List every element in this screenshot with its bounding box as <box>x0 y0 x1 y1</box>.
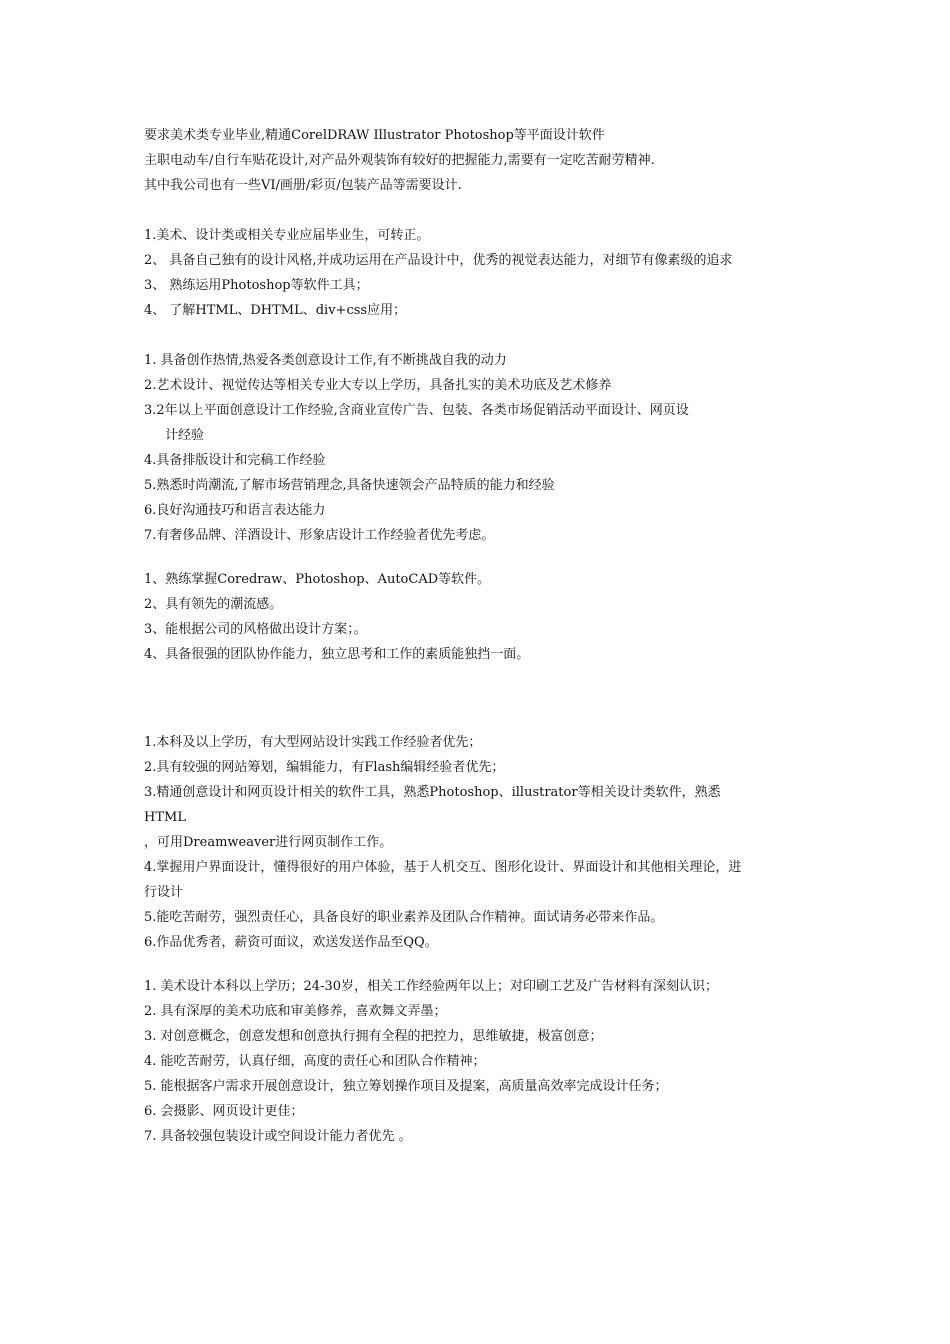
requirement-line: 5.能吃苦耐劳，强烈责任心，具备良好的职业素养及团队合作精神。面试请务必带来作品。 <box>144 910 664 925</box>
requirement-line: 3. 对创意概念，创意发想和创意执行拥有全程的把控力，思维敏捷，极富创意； <box>144 1029 603 1044</box>
requirement-line: 4、具备很强的团队协作能力，独立思考和工作的素质能独挡一面。 <box>144 647 530 662</box>
requirement-line: 4.掌握用户界面设计，懂得很好的用户体验，基于人机交互、图形化设计、界面设计和其他相关理论，进 <box>144 860 742 875</box>
requirement-line-continued: 计经验 <box>165 428 205 443</box>
requirement-line: 1.美术、设计类或相关专业应届毕业生，可转正。 <box>144 228 430 243</box>
requirement-line: 5.熟悉时尚潮流,了解市场营销理念,具备快速领会产品特质的能力和经验 <box>144 478 555 493</box>
requirement-line: 2.具有较强的网站筹划，编辑能力，有Flash编辑经验者优先； <box>144 760 505 775</box>
requirement-line: 3、能根据公司的风格做出设计方案；。 <box>144 622 367 637</box>
requirement-line: 5. 能根据客户需求开展创意设计，独立筹划操作项目及提案，高质量高效率完成设计任务； <box>144 1079 668 1094</box>
requirement-line: 3.2年以上平面创意设计工作经验,含商业宣传广告、包装、各类市场促销活动平面设计、网页设 <box>144 403 689 418</box>
requirement-line: 1. 具备创作热情,热爱各类创意设计工作,有不断挑战自我的动力 <box>144 353 507 368</box>
intro-line: 主职电动车/自行车贴花设计,对产品外观装饰有较好的把握能力,需要有一定吃苦耐劳精神. <box>144 153 655 168</box>
requirement-line: 4. 能吃苦耐劳，认真仔细，高度的责任心和团队合作精神； <box>144 1054 486 1069</box>
intro-line: 其中我公司也有一些VI/画册/彩页/包装产品等需要设计. <box>144 178 462 193</box>
requirement-line: 7.有奢侈品牌、洋酒设计、形象店设计工作经验者优先考虑。 <box>144 528 495 543</box>
requirement-line: 1、熟练掌握Coredraw、Photoshop、AutoCAD等软件。 <box>144 572 491 587</box>
requirement-line: 2.艺术设计、视觉传达等相关专业大专以上学历，具备扎实的美术功底及艺术修养 <box>144 378 612 393</box>
requirement-line: 6. 会摄影、网页设计更佳； <box>144 1104 304 1119</box>
requirement-line: 2、 具备自己独有的设计风格,并成功运用在产品设计中，优秀的视觉表达能力，对细节有像素级的追求 <box>144 253 733 268</box>
requirement-line: 6.良好沟通技巧和语言表达能力 <box>144 503 326 518</box>
requirement-line: 3.精通创意设计和网页设计相关的软件工具，熟悉Photoshop、illustrator等相关设计类软件，熟悉 <box>144 785 721 800</box>
requirement-line: 3、 熟练运用Photoshop等软件工具； <box>144 278 369 293</box>
requirement-line-continued: ，可用Dreamweaver进行网页制作工作。 <box>144 835 393 850</box>
requirement-line: 1. 美术设计本科以上学历；24-30岁，相关工作经验两年以上；对印刷工艺及广告材料有深刻认识； <box>144 979 719 994</box>
requirement-line-continued: HTML <box>144 810 186 825</box>
requirement-line: 2. 具有深厚的美术功底和审美修养，喜欢舞文弄墨； <box>144 1004 447 1019</box>
requirement-line: 4、 了解HTML、DHTML、div+css应用； <box>144 303 407 318</box>
requirement-line: 6.作品优秀者，薪资可面议，欢送发送作品至QQ。 <box>144 935 438 950</box>
intro-line: 要求美术类专业毕业,精通CorelDRAW Illustrator Photoshop等平面设计软件 <box>144 128 605 143</box>
requirement-line: 4.具备排版设计和完稿工作经验 <box>144 453 326 468</box>
requirement-line-continued: 行设计 <box>144 885 184 900</box>
requirement-line: 1.本科及以上学历，有大型网站设计实践工作经验者优先； <box>144 735 482 750</box>
requirement-line: 2、具有领先的潮流感。 <box>144 597 283 612</box>
requirement-line: 7. 具备较强包装设计或空间设计能力者优先 。 <box>144 1129 412 1144</box>
